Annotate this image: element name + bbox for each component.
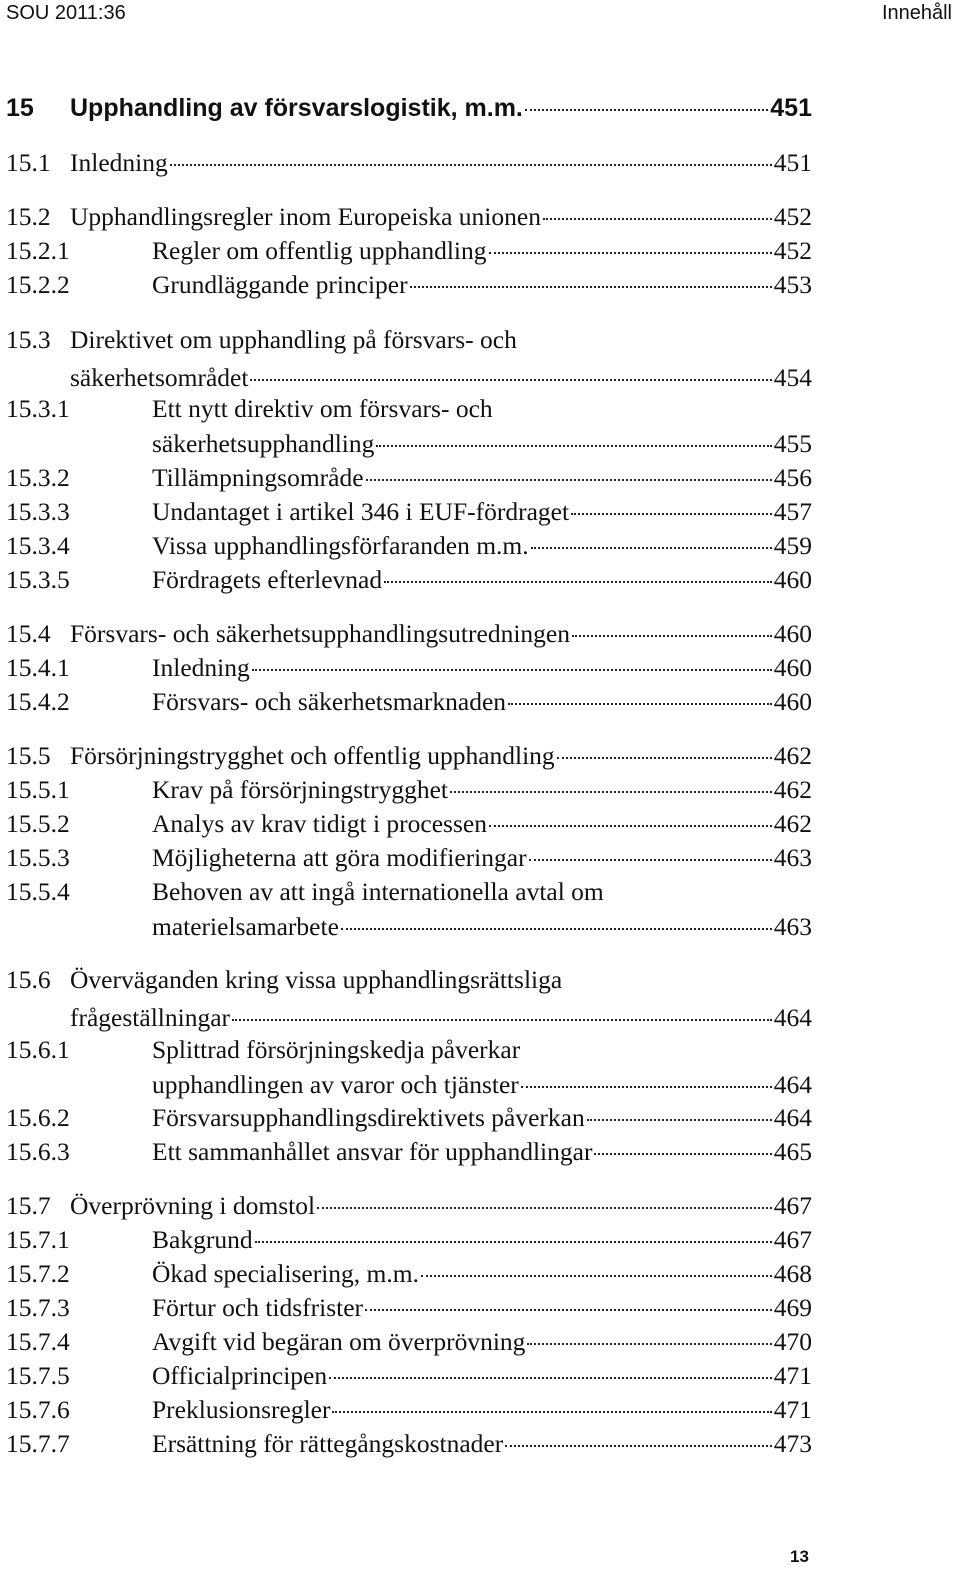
toc-entry-continuation[interactable] xyxy=(6,1068,812,1102)
toc-entry-title: Försvarsupphandlingsdirektivets påverkan xyxy=(152,1103,585,1132)
toc-entry-number: 15 xyxy=(6,94,34,122)
dot-leader xyxy=(572,634,772,637)
toc-entry-page: 460 xyxy=(773,619,812,648)
dot-leader xyxy=(410,285,772,288)
toc-entry-title: Möjligheterna att göra modifieringar xyxy=(152,843,527,872)
toc-entry-title-continued: säkerhetsupphandling xyxy=(152,429,375,458)
dot-leader xyxy=(489,824,772,827)
toc-entry-page: 462 xyxy=(773,775,812,804)
toc-entry[interactable] xyxy=(6,651,812,685)
dot-leader xyxy=(376,444,771,447)
toc-entry-number: 15.6.2 xyxy=(6,1103,70,1132)
toc-entry-page: 463 xyxy=(773,843,812,872)
toc-entry-page: 462 xyxy=(773,741,812,770)
toc-entry-title: Ersättning för rättegångskostnader xyxy=(152,1429,504,1458)
dot-leader xyxy=(587,1118,772,1121)
toc-entry-title: Ökad specialisering, m.m. xyxy=(152,1259,419,1288)
toc-entry-title: Ett nytt direktiv om försvars- och xyxy=(152,394,493,423)
toc-entry-page: 463 xyxy=(773,912,812,941)
toc-entry-title-continued: upphandlingen av varor och tjänster xyxy=(152,1070,519,1099)
toc-entry-number: 15.3.1 xyxy=(6,394,70,423)
toc-entry-title-continued: säkerhetsområdet xyxy=(70,363,249,392)
dot-leader xyxy=(557,756,772,759)
dot-leader xyxy=(250,378,771,381)
toc-entry-page: 451 xyxy=(770,94,812,122)
toc-entry-page: 460 xyxy=(773,565,812,594)
toc-entry-continuation[interactable] xyxy=(6,361,812,395)
dot-leader xyxy=(365,1308,772,1311)
toc-entry-title: Upphandlingsregler inom Europeiska unionen xyxy=(70,202,541,231)
dot-leader xyxy=(531,546,772,549)
toc-entry-page: 454 xyxy=(773,363,812,392)
toc-entry-number: 15.7.1 xyxy=(6,1225,70,1254)
dot-leader xyxy=(329,1376,772,1379)
toc-entry-continuation[interactable] xyxy=(6,1001,812,1035)
dot-leader xyxy=(594,1152,771,1155)
toc-entry[interactable] xyxy=(6,685,812,719)
toc-entry[interactable] xyxy=(6,739,812,773)
toc-entry-title: Analys av krav tidigt i processen xyxy=(152,809,487,838)
toc-entry-number: 15.3.5 xyxy=(6,565,70,594)
toc-entry-title: Vissa upphandlingsförfaranden m.m. xyxy=(152,531,529,560)
toc-entry-title: Upphandling av försvarslogistik, m.m. xyxy=(70,94,523,122)
toc-entry-page: 455 xyxy=(773,429,812,458)
toc-entry-number: 15.7 xyxy=(6,1191,51,1220)
toc-entry-title: Inledning xyxy=(152,653,250,682)
toc-entry-title: Överprövning i domstol xyxy=(70,1191,316,1220)
toc-entry[interactable] xyxy=(6,563,812,597)
dot-leader xyxy=(508,702,772,705)
toc-entry-title: Överväganden kring vissa upphandlingsrättsliga xyxy=(70,965,563,994)
toc-entry-page: 453 xyxy=(773,270,812,299)
toc-entry-number: 15.5.2 xyxy=(6,809,70,838)
toc-entry-page: 470 xyxy=(773,1327,812,1356)
toc-entry-title: Officialprincipen xyxy=(152,1361,328,1390)
toc-entry-number: 15.2.1 xyxy=(6,236,70,265)
toc-entry[interactable] xyxy=(6,495,812,529)
toc-entry-title: Bakgrund xyxy=(152,1225,253,1254)
toc-chapter-heading[interactable] xyxy=(6,91,812,125)
toc-entry-number: 15.7.5 xyxy=(6,1361,70,1390)
toc-entry-number: 15.7.3 xyxy=(6,1293,70,1322)
dot-leader xyxy=(421,1274,772,1277)
toc-entry[interactable] xyxy=(6,1427,812,1461)
dot-leader xyxy=(332,1410,771,1413)
toc-entry-page: 468 xyxy=(773,1259,812,1288)
toc-entry-number: 15.3 xyxy=(6,325,51,354)
toc-entry[interactable] xyxy=(6,1359,812,1393)
toc-entry-number: 15.7.2 xyxy=(6,1259,70,1288)
toc-entry-title-continued: materielsamarbete xyxy=(152,912,339,941)
toc-entry-title: Försvars- och säkerhetsmarknaden xyxy=(152,687,507,716)
toc-entry[interactable] xyxy=(6,773,812,807)
toc-entry[interactable] xyxy=(6,1291,812,1325)
toc-entry[interactable] xyxy=(6,529,812,563)
toc-entry-number: 15.3.4 xyxy=(6,531,70,560)
toc-entry[interactable] xyxy=(6,875,812,909)
running-header-left: SOU 2011:36 xyxy=(6,2,126,24)
toc-entry-number: 15.2.2 xyxy=(6,270,70,299)
toc-entry-number: 15.6.1 xyxy=(6,1035,70,1064)
toc-entry[interactable] xyxy=(6,200,812,234)
toc-entry-number: 15.6.3 xyxy=(6,1137,70,1166)
toc-entry-number: 15.5.3 xyxy=(6,843,70,872)
toc-entry-page: 464 xyxy=(773,1103,812,1132)
toc-entry-number: 15.3.3 xyxy=(6,497,70,526)
dot-leader xyxy=(527,1342,771,1345)
toc-entry-title: Försörjningstrygghet och offentlig upphandling xyxy=(70,741,555,770)
dot-leader xyxy=(170,163,772,166)
dot-leader xyxy=(317,1206,772,1209)
toc-entry-continuation[interactable] xyxy=(6,427,812,461)
toc-entry-title: Fördragets efterlevnad xyxy=(152,565,383,594)
toc-entry[interactable] xyxy=(6,268,812,302)
toc-entry-number: 15.5 xyxy=(6,741,51,770)
toc-entry[interactable] xyxy=(6,234,812,268)
toc-entry-page: 473 xyxy=(773,1429,812,1458)
toc-entry-number: 15.4.1 xyxy=(6,653,70,682)
toc-entry-number: 15.5.4 xyxy=(6,877,70,906)
toc-entry-page: 459 xyxy=(773,531,812,560)
toc-entry-title: Inledning xyxy=(70,148,168,177)
toc-entry[interactable] xyxy=(6,617,812,651)
toc-entry-title: Splittrad försörjningskedja påverkar xyxy=(152,1035,521,1064)
toc-entry-page: 464 xyxy=(773,1070,812,1099)
toc-entry[interactable] xyxy=(6,1393,812,1427)
toc-entry-number: 15.1 xyxy=(6,148,51,177)
toc-entry-title: Förtur och tidsfrister xyxy=(152,1293,364,1322)
dot-leader xyxy=(571,512,772,515)
toc-entry-number: 15.7.7 xyxy=(6,1429,70,1458)
toc-entry[interactable] xyxy=(6,1325,812,1359)
toc-entry-page: 471 xyxy=(773,1395,812,1424)
toc-entry[interactable] xyxy=(6,1135,812,1169)
toc-entry-title: Preklusionsregler xyxy=(152,1395,331,1424)
dot-leader xyxy=(489,251,772,254)
dot-leader xyxy=(450,790,772,793)
toc-entry-number: 15.6 xyxy=(6,965,51,994)
toc-entry-title: Direktivet om upphandling på försvars- och xyxy=(70,325,517,354)
toc-entry[interactable] xyxy=(6,1101,812,1135)
dot-leader xyxy=(232,1018,772,1021)
dot-leader xyxy=(252,668,772,671)
dot-leader xyxy=(505,1444,772,1447)
toc-entry-title: Regler om offentlig upphandling xyxy=(152,236,487,265)
page-number: 13 xyxy=(790,1547,809,1566)
dot-leader xyxy=(366,478,772,481)
dot-leader xyxy=(529,858,772,861)
toc-entry-title: Avgift vid begäran om överprövning xyxy=(152,1327,526,1356)
toc-entry[interactable] xyxy=(6,841,812,875)
dot-leader xyxy=(543,217,772,220)
dot-leader xyxy=(384,580,772,583)
toc-entry[interactable] xyxy=(6,1223,812,1257)
toc-entry[interactable] xyxy=(6,323,812,357)
toc-entry-page: 451 xyxy=(773,148,812,177)
toc-entry-continuation[interactable] xyxy=(6,910,812,944)
toc-entry-page: 469 xyxy=(773,1293,812,1322)
toc-entry-page: 452 xyxy=(773,202,812,231)
toc-entry-page: 457 xyxy=(773,497,812,526)
toc-entry-title: Grundläggande principer xyxy=(152,270,408,299)
dot-leader xyxy=(525,108,768,111)
toc-entry-number: 15.2 xyxy=(6,202,51,231)
toc-entry-page: 471 xyxy=(773,1361,812,1390)
toc-entry-number: 15.4.2 xyxy=(6,687,70,716)
toc-entry-title: Krav på försörjningstrygghet xyxy=(152,775,449,804)
toc-entry-title-continued: frågeställningar xyxy=(70,1003,231,1032)
toc-entry[interactable] xyxy=(6,1189,812,1223)
toc-entry-number: 15.7.6 xyxy=(6,1395,70,1424)
toc-entry-title: Undantaget i artikel 346 i EUF-fördraget xyxy=(152,497,570,526)
toc-entry-title: Försvars- och säkerhetsupphandlingsutredningen xyxy=(70,619,570,648)
toc-entry-number: 15.3.2 xyxy=(6,463,70,492)
toc-entry-page: 465 xyxy=(773,1137,812,1166)
toc-entry-page: 452 xyxy=(773,236,812,265)
toc-entry-page: 467 xyxy=(773,1191,812,1220)
toc-entry-page: 462 xyxy=(773,809,812,838)
dot-leader xyxy=(255,1240,772,1243)
toc-entry[interactable] xyxy=(6,461,812,495)
toc-entry-title: Behoven av att ingå internationella avtal om xyxy=(152,877,604,906)
toc-entry[interactable] xyxy=(6,963,812,997)
toc-entry[interactable] xyxy=(6,1257,812,1291)
toc-entry-page: 467 xyxy=(773,1225,812,1254)
toc-entry[interactable] xyxy=(6,1033,812,1067)
toc-entry-page: 460 xyxy=(773,653,812,682)
toc-entry-number: 15.7.4 xyxy=(6,1327,70,1356)
toc-entry[interactable] xyxy=(6,146,812,180)
toc-entry-page: 460 xyxy=(773,687,812,716)
running-header-right: Innehåll xyxy=(881,2,952,24)
toc-entry-page: 456 xyxy=(773,463,812,492)
toc-entry-page: 464 xyxy=(773,1003,812,1032)
dot-leader xyxy=(341,927,772,930)
toc-entry-number: 15.5.1 xyxy=(6,775,70,804)
dot-leader xyxy=(521,1085,772,1088)
toc-entry-title: Ett sammanhållet ansvar för upphandlingar xyxy=(152,1137,593,1166)
toc-entry-title: Tillämpningsområde xyxy=(152,463,364,492)
toc-entry-number: 15.4 xyxy=(6,619,51,648)
toc-entry[interactable] xyxy=(6,392,812,426)
toc-entry[interactable] xyxy=(6,807,812,841)
